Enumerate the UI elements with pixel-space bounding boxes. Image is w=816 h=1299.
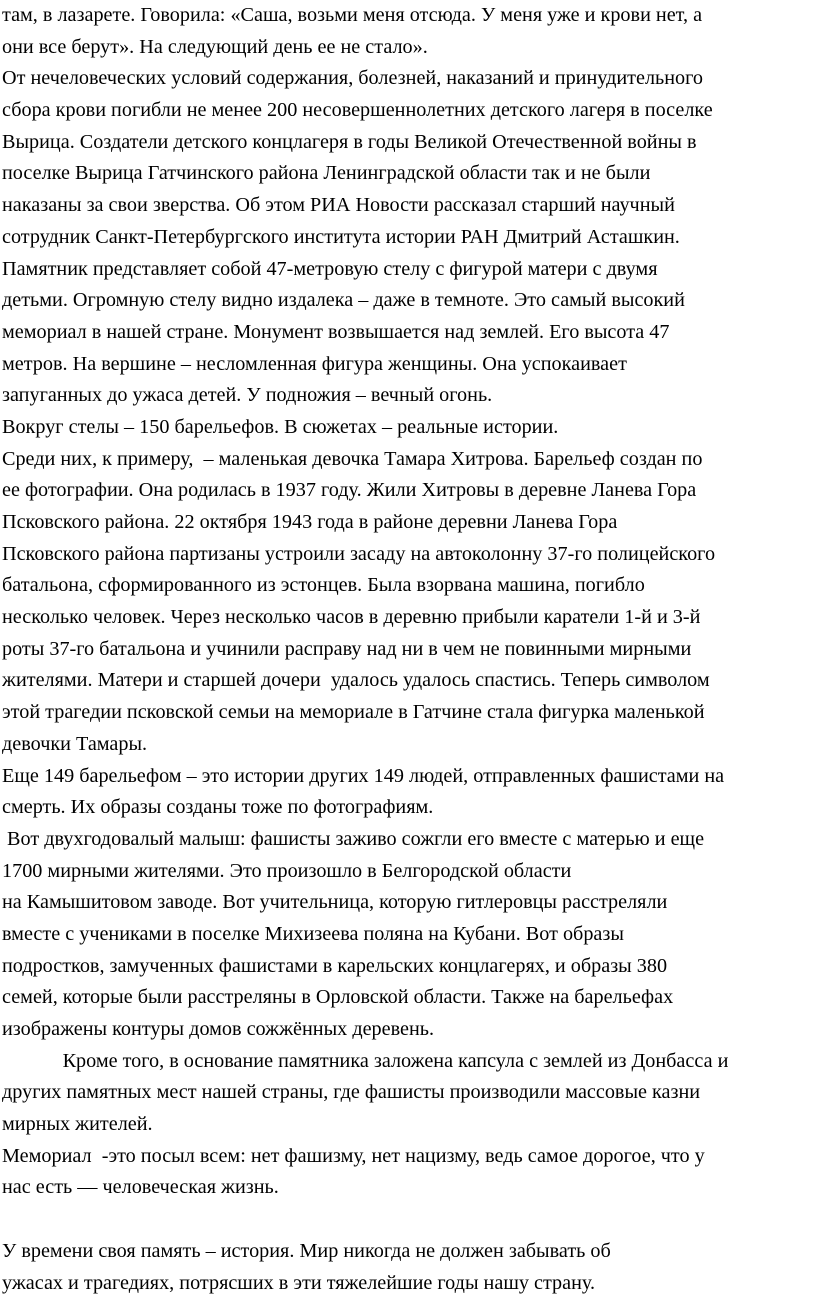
text-line: подростков, замученных фашистами в карельских концлагерях, и образы 380 — [2, 951, 816, 983]
text-line: несколько человек. Через несколько часов в деревню прибыли каратели 1-й и 3-й — [2, 602, 816, 634]
paragraph-4 — [2, 412, 816, 444]
blank-line — [2, 1204, 816, 1236]
text-line: 1700 мирными жителями. Это произошло в Белгородской области — [2, 856, 816, 888]
text-line: на Камышитовом заводе. Вот учительница, которую гитлеровцы расстреляли — [2, 887, 816, 919]
text-line: мемориал в нашей стране. Монумент возвышается над землей. Его высота 47 — [2, 317, 816, 349]
text-line: Вот двухгодовалый малыш: фашисты заживо сожгли его вместе с матерью и еще — [2, 824, 816, 856]
text-line: Памятник представляет собой 47-метровую стелу с фигурой матери с двумя — [2, 254, 816, 286]
text-line: девочки Тамары. — [2, 729, 816, 761]
text-line: вместе с учениками в поселке Михизеева поляна на Кубани. Вот образы — [2, 919, 816, 951]
text-line: сотрудник Санкт-Петербургского института истории РАН Дмитрий Асташкин. — [2, 222, 816, 254]
text-line: мирных жителей. — [2, 1109, 816, 1141]
text-line: других памятных мест нашей страны, где фашисты производили массовые казни — [2, 1077, 816, 1109]
paragraph-8 — [2, 1046, 816, 1141]
text-line: Псковского района партизаны устроили засаду на автоколонну 37-го полицейского — [2, 539, 816, 571]
text-line: ее фотографии. Она родилась в 1937 году. Жили Хитровы в деревне Ланева Гора — [2, 475, 816, 507]
text-line: Псковского района. 22 октября 1943 года в районе деревни Ланева Гора — [2, 507, 816, 539]
text-line: Вырица. Создатели детского концлагеря в годы Великой Отечественной войны в — [2, 127, 816, 159]
text-line: У времени своя память – история. Мир никогда не должен забывать об — [2, 1236, 816, 1268]
text-line: Вокруг стелы – 150 барельефов. В сюжетах – реальные истории. — [2, 412, 816, 444]
text-line: сбора крови погибли не менее 200 несовершеннолетних детского лагеря в поселке — [2, 95, 816, 127]
text-line: семей, которые были расстреляны в Орловской области. Также на барельефах — [2, 982, 816, 1014]
text-line: метров. На вершине – несломленная фигура женщины. Она успокаивает — [2, 349, 816, 381]
text-line: наказаны за свои зверства. Об этом РИА Новости рассказал старший научный — [2, 190, 816, 222]
text-line: изображены контуры домов сожжённых деревень. — [2, 1014, 816, 1046]
text-line: Кроме того, в основание памятника заложена капсула с землей из Донбасса и — [2, 1046, 816, 1078]
paragraph-9 — [2, 1141, 816, 1204]
text-line: они все берут». На следующий день ее не стало». — [2, 32, 816, 64]
text-line: поселке Вырица Гатчинского района Ленинградской области так и не были — [2, 158, 816, 190]
text-line: батальона, сформированного из эстонцев. Была взорвана машина, погибло — [2, 570, 816, 602]
paragraph-5 — [2, 444, 816, 761]
text-line: Еще 149 барельефом – это истории других 149 людей, отправленных фашистами на — [2, 761, 816, 793]
text-line: этой трагедии псковской семьи на мемориале в Гатчине стала фигурка маленькой — [2, 697, 816, 729]
text-line: ужасах и трагедиях, потрясших в эти тяжелейшие годы нашу страну. — [2, 1268, 816, 1299]
text-line: От нечеловеческих условий содержания, болезней, наказаний и принудительного — [2, 63, 816, 95]
text-line: жителями. Матери и старшей дочери удалось удалось спастись. Теперь символом — [2, 665, 816, 697]
text-line: смерть. Их образы созданы тоже по фотографиям. — [2, 792, 816, 824]
text-line: роты 37-го батальона и учинили расправу над ни в чем не повинными мирными — [2, 634, 816, 666]
text-line: Мемориал -это посыл всем: нет фашизму, нет нацизму, ведь самое дорогое, что у — [2, 1141, 816, 1173]
text-line: детьми. Огромную стелу видно издалека – даже в темноте. Это самый высокий — [2, 285, 816, 317]
paragraph-3 — [2, 254, 816, 412]
paragraph-1 — [2, 0, 816, 63]
text-line: запуганных до ужаса детей. У подножия – вечный огонь. — [2, 380, 816, 412]
paragraph-2 — [2, 63, 816, 253]
text-line: нас есть — человеческая жизнь. — [2, 1172, 816, 1204]
paragraph-7 — [2, 824, 816, 1046]
text-line: там, в лазарете. Говорила: «Саша, возьми меня отсюда. У меня уже и крови нет, а — [2, 0, 816, 32]
paragraph-10 — [2, 1236, 816, 1299]
paragraph-6 — [2, 761, 816, 824]
document-body — [2, 0, 816, 1299]
text-line: Среди них, к примеру, – маленькая девочка Тамара Хитрова. Барельеф создан по — [2, 444, 816, 476]
